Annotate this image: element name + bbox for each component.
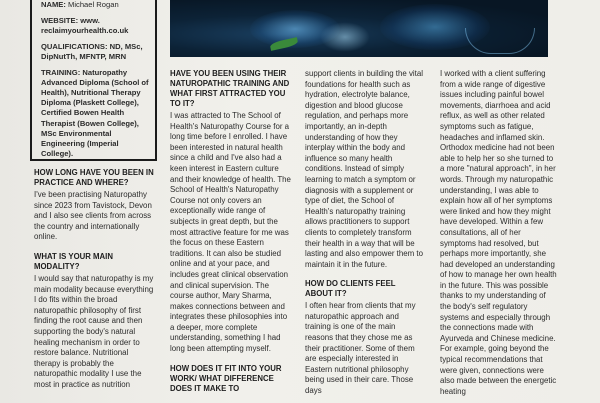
question-heading: HOW LONG HAVE YOU BEEN IN PRACTICE AND WHERE? (34, 168, 154, 187)
header-photo (170, 0, 548, 57)
answer-paragraph: support clients in building the vital foundations for health such as hydration, electrolyte balance, digestion and blood glucose regulation, and perhaps more importantly, an in-depth understanding of how they interplay within the body and influence so many health conditions. Instead of simply learning to match a symptom or diagnosis with a supplement or type of diet, the School of Health's naturopathy training allows practitioners to support clients to completely transform their health in a way that will be lasting and also empower them to maintain it in the future. (305, 69, 423, 269)
profile-website: WEBSITE: www. reclaimyourhealth.co.uk (41, 15, 129, 35)
article-column-4 (440, 69, 558, 403)
question-heading: WHAT IS YOUR MAIN MODALITY? (34, 251, 113, 271)
photo-glow (320, 22, 370, 52)
question-heading: HAVE YOU BEEN USING THEIR NATUROPATHIC TRAINING AND WHAT FIRST ATTRACTED YOU TO IT? (170, 69, 290, 108)
article-column-3 (305, 69, 423, 403)
answer-paragraph: I would say that naturopathy is my main modality because everything I do fits within the broad naturopathic philosophy of first finding the root cause and then supporting the body's natural healing mechanism in order to restore balance. Nutritional therapy is probably the naturopathic modality I use the most in practice as nutrition (34, 273, 154, 389)
profile-name: NAME: Michael Rogan (41, 0, 119, 9)
question-heading: HOW DOES IT FIT INTO YOUR WORK/ WHAT DIFFERENCE DOES IT MAKE TO (170, 363, 282, 393)
article-column-2 (170, 69, 292, 396)
question-heading: HOW DO CLIENTS FEEL ABOUT IT? (305, 279, 396, 299)
answer-paragraph: I've been practising Naturopathy since 2023 from Tavistock, Devon and I also see clients from across the country and internationally online. (34, 190, 152, 242)
profile-qualifications: QUALIFICATIONS: ND, MSc, DipNutTh, MFNTP, MRN (41, 41, 143, 61)
answer-paragraph: I was attracted to The School of Health's Naturopathy Course for a long time before I enrolled. I have been interested in natural health since a child and I've also had a keen interest in Eastern culture and their knowledge of health. The School of Health's Naturopathy Course not only covers an exceptionally wide range of subjects in great depth, but the most attractive feature for me was the focus on these Eastern traditions. It can also be studied online and at your pace, and includes great clinical observation and clinical supervision. The course author, Mary Sharma, makes connections between and integrates these philosophies into a deeper, more complete understanding, something I had long been attempting myself. (170, 111, 291, 354)
answer-paragraph: I often hear from clients that my naturopathic approach and training is one of the main reasons that they chose me as their practitioner. Some of them are especially interested in Eastern nutritional philosophy being used in their care. Those days (305, 301, 416, 396)
answer-paragraph: I worked with a client suffering from a wide range of digestive issues including painful bowel movements, diarrhoea and acid reflux, as well as other related symptoms such as fatigue, headaches and inflamed skin. Orthodox medicine had not been able to help her so she turned to a more "natural approach", in her words. Through my naturopathic understanding, I was able to explain how all of her symptoms were linked and how they might have developed. Within a few consultations, all of her symptoms had resolved, but perhaps more importantly, she had developed an understanding of how to manage her own health in the future. This was possible thanks to my understanding of the body's self regulatory systems and especially through the connections made with Ayurveda and Chinese medicine. For example, going beyond the typical recommendations that were given, connections were also made between the energetic heating (440, 69, 557, 396)
practitioner-profile-box (30, 0, 157, 161)
article-column-1 (34, 168, 156, 400)
bowl-shape (465, 28, 535, 54)
profile-training: TRAINING: Naturopathy Advanced Diploma (School of Health), Nutritional Therapy Diploma (Plaskett College), Certified Bowen Health Therapist (Bowen College), MSc Environmental Engineering (Imperial College). (41, 67, 149, 159)
